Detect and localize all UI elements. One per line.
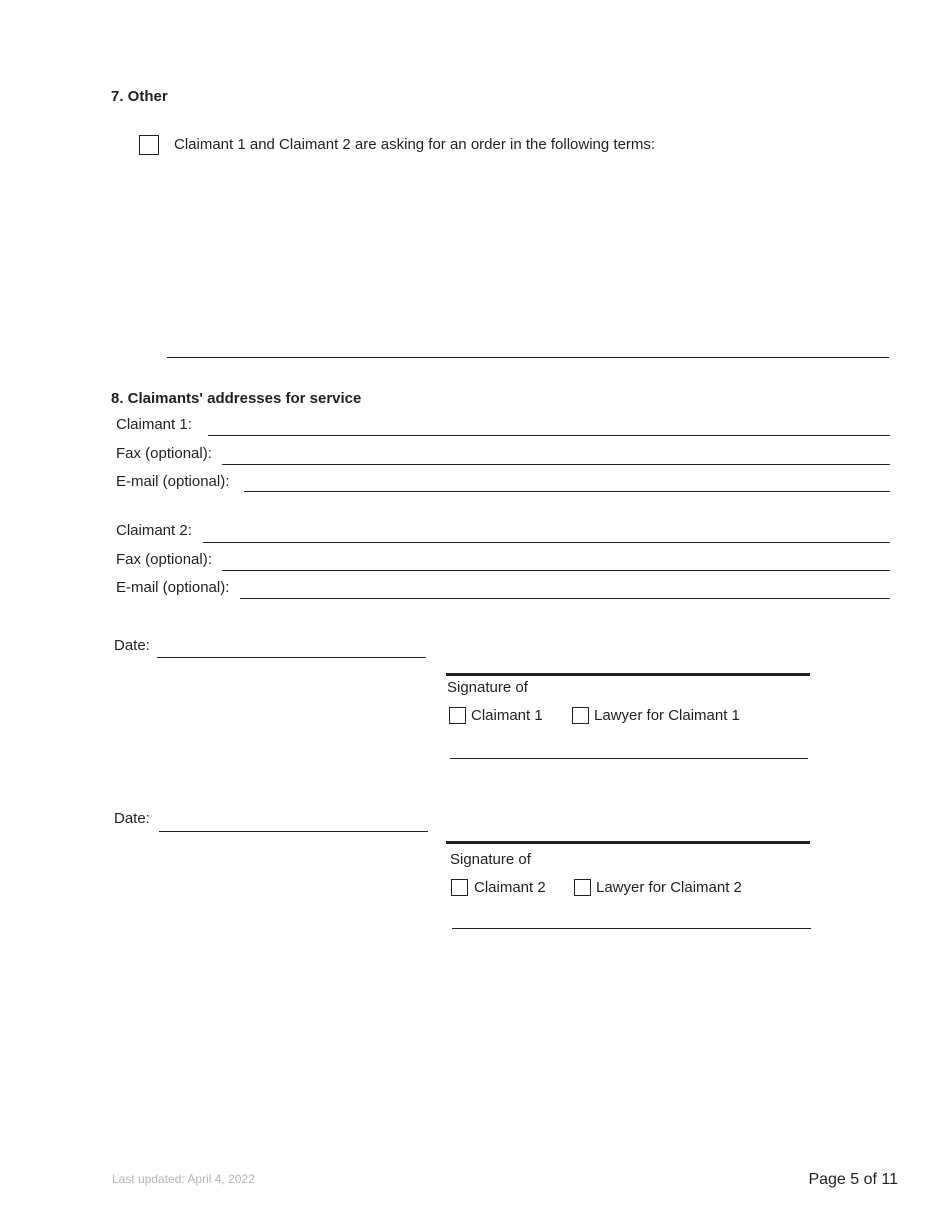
claimant1-fax-label: Fax (optional): [116,445,212,462]
signature2-label: Signature of [450,851,531,868]
claimant1-checkbox[interactable] [449,707,466,724]
claimant2-email-label: E-mail (optional): [116,579,230,596]
claimant1-email-label: E-mail (optional): [116,473,230,490]
lawyer-claimant2-option-label: Lawyer for Claimant 2 [596,879,742,896]
page-number: Page 5 of 11 [808,1171,898,1188]
claimant1-email-field[interactable] [244,491,890,492]
date1-label: Date: [114,637,150,654]
order-terms-label: Claimant 1 and Claimant 2 are asking for an order in the following terms: [174,136,656,153]
claimant1-fax-field[interactable] [222,464,890,465]
order-terms-underline [167,357,889,358]
lawyer-claimant2-checkbox[interactable] [574,879,591,896]
date2-label: Date: [114,810,150,827]
order-terms-textarea[interactable] [167,165,889,355]
lawyer-claimant1-checkbox[interactable] [572,707,589,724]
claimant2-fax-label: Fax (optional): [116,551,212,568]
claimant1-address-field[interactable] [208,435,890,436]
claimant1-option-label: Claimant 1 [471,707,543,724]
date2-field[interactable] [159,831,428,832]
claimant2-address-label: Claimant 2: [116,522,192,539]
claimant1-address-label: Claimant 1: [116,416,192,433]
section-7-heading: 7. Other [111,88,168,105]
date1-field[interactable] [157,657,426,658]
signature2-line[interactable] [446,841,810,844]
last-updated: Last updated: April 4, 2022 [112,1172,255,1186]
signature2-name-field[interactable] [452,928,811,929]
signature1-name-field[interactable] [450,758,808,759]
order-terms-checkbox[interactable] [139,135,159,155]
claimant2-email-field[interactable] [240,598,890,599]
signature1-label: Signature of [447,679,528,696]
lawyer-claimant1-option-label: Lawyer for Claimant 1 [594,707,740,724]
claimant2-option-label: Claimant 2 [474,879,546,896]
signature1-line[interactable] [446,673,810,676]
section-8-heading: 8. Claimants' addresses for service [111,390,362,407]
claimant2-address-field[interactable] [203,542,890,543]
claimant2-checkbox[interactable] [451,879,468,896]
claimant2-fax-field[interactable] [222,570,890,571]
